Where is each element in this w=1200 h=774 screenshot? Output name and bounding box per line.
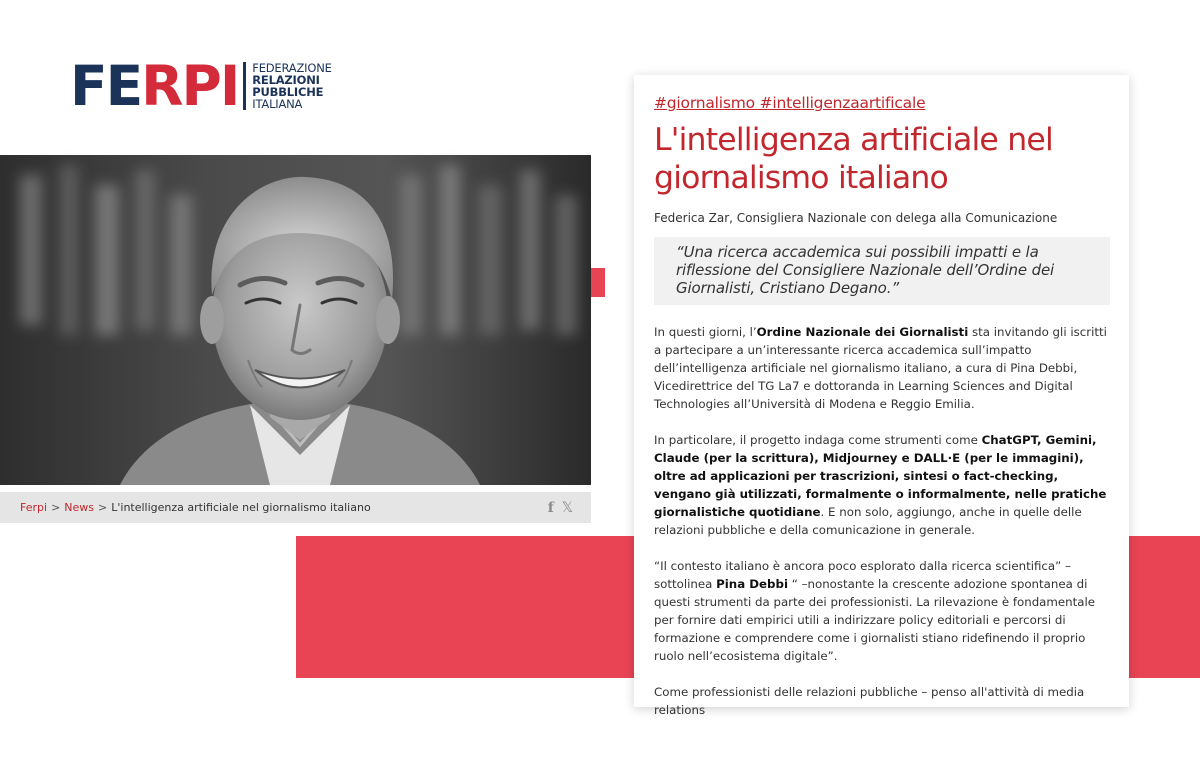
article-title: L'intelligenza artificiale nel giornalismo italiano: [654, 122, 1053, 196]
logo-line-4: ITALIANA: [252, 97, 303, 111]
article-tags[interactable]: #giornalismo #intelligenzaartificale: [654, 94, 926, 112]
paragraph-3-text-a: “Il contesto italiano è ancora poco esplorato dalla ricerca scientifica” – sottolinea: [654, 559, 1071, 591]
paragraph-2-bold: ChatGPT, Gemini, Claude (per la scrittura), Midjourney e DALL·E (per le immagini), oltre ad applicazioni per trascrizioni, sintesi o fact-checking, vengano già utilizzati, formalmente o informalmente, nelle pratiche giornalistiche quotidiane: [654, 433, 1107, 519]
article-photo: [0, 155, 591, 485]
paragraph-1: [654, 323, 1110, 413]
breadcrumb-current: L'intelligenza artificiale nel giornalismo italiano: [111, 501, 371, 514]
article-quote: “Una ricerca accademica sui possibili impatti e la riflessione del Consigliere Nazionale dell’Ordine dei Giornalisti, Cristiano Degano.”: [654, 237, 1110, 305]
article-card: [634, 75, 1129, 717]
paragraph-1-bold: Ordine Nazionale dei Giornalisti: [756, 325, 969, 339]
paragraph-4: Come professionisti delle relazioni pubbliche – penso all'attività di media relations: [654, 685, 1085, 717]
paragraph-2: [654, 431, 1110, 539]
paragraph-3-bold: Pina Debbi: [716, 577, 788, 591]
paragraph-1-text-c: sta invitando gli iscritti a partecipare a un’interessante ricerca accademica sull’impatto dell’intelligenza artificiale nel giornalismo italiano, a cura di Pina Debbi, Vicedirettrice del TG La7 e dottoranda in Learning Sciences and Digital Technologies all’Università di Modena e Reggio Emilia.: [654, 325, 1107, 411]
logo-divider: [243, 62, 246, 110]
logo-line-3: PUBBLICHE: [252, 85, 324, 99]
social-share: [548, 501, 591, 515]
paragraph-3: [654, 557, 1110, 665]
logo-text: [252, 62, 331, 110]
logo-mark: [70, 54, 239, 118]
article-body: [654, 323, 1110, 719]
facebook-icon[interactable]: f: [547, 499, 554, 516]
paragraph-1-text-a: In questi giorni, l’: [654, 325, 757, 339]
paragraph-2-text-c: . E non solo, aggiungo, anche in quelle delle relazioni pubbliche e della comunicazione in generale.: [654, 505, 1082, 537]
logo-mark-fe: FE: [70, 54, 142, 118]
breadcrumb-link-news[interactable]: News: [64, 501, 95, 514]
breadcrumb-separator: >: [51, 501, 61, 514]
logo-mark-rpi: RPI: [141, 54, 239, 118]
decorative-red-tab: [591, 268, 605, 297]
logo-line-1: FEDERAZIONE: [252, 61, 332, 75]
breadcrumb: [0, 501, 548, 514]
paragraph-2-text-a: In particolare, il progetto indaga come strumenti come: [654, 433, 982, 447]
x-icon[interactable]: 𝕏: [561, 499, 573, 516]
paragraph-3-text-c: “ –nonostante la crescente adozione spontanea di questi strumenti da parte dei professionisti. La rilevazione è fondamentale per fornire dati empirici utili a indirizzare policy editoriali e percorsi di formazione e comprendere come i giornalisti stiano ridefinendo il proprio ruolo nell’ecosistema digitale”.: [654, 577, 1096, 663]
breadcrumb-separator: >: [98, 501, 108, 514]
ferpi-logo[interactable]: [70, 54, 332, 118]
logo-line-2: RELAZIONI: [252, 73, 320, 87]
article-author: Federica Zar, Consigliera Nazionale con delega alla Comunicazione: [654, 211, 1058, 225]
breadcrumb-bar: [0, 492, 591, 523]
breadcrumb-link-ferpi[interactable]: Ferpi: [20, 501, 48, 514]
